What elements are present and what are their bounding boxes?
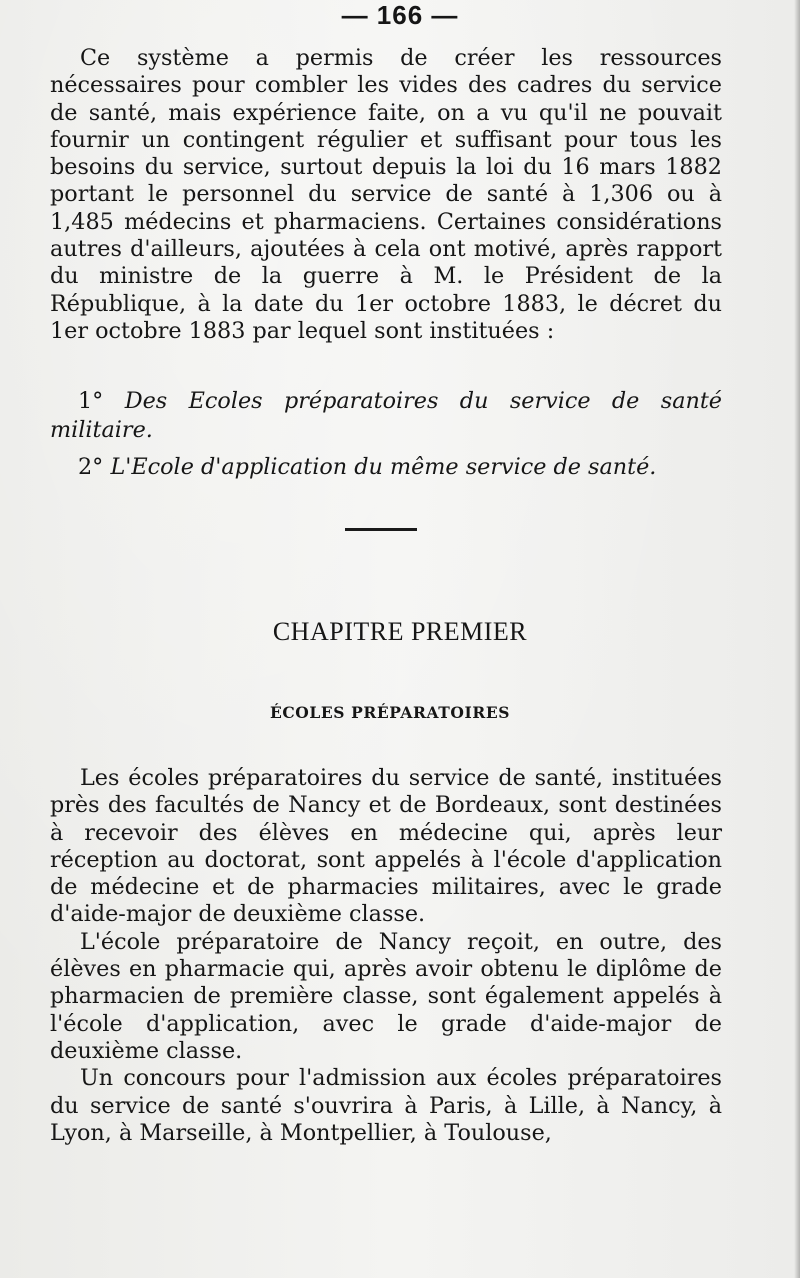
list-item-number: 1°: [78, 388, 104, 414]
list-item-number: 2°: [78, 454, 104, 480]
body-paragraph-1: Les écoles préparatoires du service de santé, instituées près des facultés de Nancy et de Bordeaux, sont destinées à recevoir des élèves en médecine qui, après leur réception au doctorat, sont appelés à l'école d'application de médecine et de pharmacies militaires, avec le grade d'aide-major de deuxième classe.: [50, 765, 722, 928]
institution-list: [50, 387, 722, 482]
chapter-title: CHAPITRE PREMIER: [272, 617, 528, 646]
list-item-1: [50, 387, 722, 445]
section-divider: [345, 528, 417, 531]
list-item-text: L'Ecole d'application du même service de santé.: [110, 454, 657, 480]
page-edge-shadow: [794, 0, 800, 1278]
body-block: [50, 765, 722, 1147]
list-item-text: Des Ecoles préparatoires du service de santé militaire.: [50, 388, 722, 443]
intro-block: [50, 45, 722, 345]
body-paragraph-3: Un concours pour l'admission aux écoles préparatoires du service de santé s'ouvrira à Paris, à Lille, à Nancy, à Lyon, à Marseille, à Montpellier, à Toulouse,: [50, 1065, 722, 1146]
intro-paragraph: Ce système a permis de créer les ressources nécessaires pour combler les vides des cadres du service de santé, mais expérience faite, on a vu qu'il ne pouvait fournir un contingent régulier et suffisant pour tous les besoins du service, surtout depuis la loi du 16 mars 1882 portant le personnel du service de santé à 1,306 ou à 1,485 médecins et pharmaciens. Certaines considérations autres d'ailleurs, ajoutées à cela ont motivé, après rapport du ministre de la guerre à M. le Président de la République, à la date du 1er octobre 1883, le décret du 1er octobre 1883 par lequel sont instituées :: [50, 45, 722, 344]
list-item-2: [50, 453, 722, 482]
page-number: — 166 —: [341, 0, 459, 30]
body-paragraph-2: L'école préparatoire de Nancy reçoit, en outre, des élèves en pharmacie qui, après avoir obtenu le diplôme de pharmacien de première classe, sont également appelés à l'école d'application, avec le grade d'aide-major de deuxième classe.: [50, 928, 722, 1064]
section-title: ÉCOLES PRÉPARATOIRES: [269, 703, 511, 722]
